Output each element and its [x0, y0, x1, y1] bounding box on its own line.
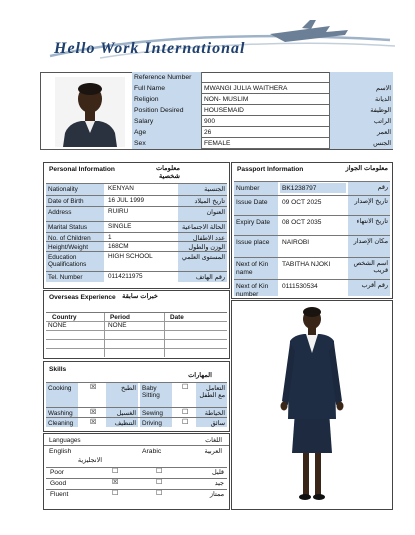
personal-info-row — [46, 251, 227, 271]
skill-label-ar: الخياطة — [196, 408, 227, 417]
skill-checkbox[interactable]: ☒ — [90, 409, 97, 416]
overseas-period-value: NONE — [108, 322, 127, 329]
passport-label: Expiry Date — [234, 216, 278, 235]
skills-table — [46, 382, 227, 429]
summary-value: 26 — [202, 127, 330, 138]
personal-info-title-ar: معلومات شخصية — [155, 165, 180, 180]
overseas-col-period: Period — [110, 314, 130, 321]
overseas-title-ar: خبرات سابقة — [122, 293, 158, 300]
passport-label: Issue Date — [234, 196, 278, 215]
skills-title-ar: المهارات — [188, 372, 212, 379]
passport-label-ar: مكان الإصدار — [348, 236, 390, 257]
personal-label-ar: رقم الهاتف — [178, 272, 227, 282]
skills-title: Skills — [49, 366, 67, 373]
languages-table — [46, 467, 227, 507]
summary-value: MWANGI JULIA WAITHERA — [202, 83, 330, 94]
personal-label-ar: الوزن والطول — [178, 242, 227, 251]
overseas-title: Overseas Experience — [49, 294, 116, 301]
personal-label: Tel. Number — [46, 272, 104, 282]
passport-value: TABITHA NJOKI — [282, 261, 331, 268]
lang-arabic-header: Arabic — [142, 448, 162, 455]
personal-label: Address — [46, 207, 104, 221]
passport-label-ar: اسم الشخص قريب — [348, 258, 390, 279]
summary-label: Religion — [132, 94, 202, 105]
summary-label: Sex — [132, 138, 202, 149]
english-checkbox[interactable]: ☒ — [112, 479, 119, 486]
skill-label: Washing — [46, 408, 78, 417]
passport-info-table — [234, 181, 390, 296]
passport-info-row — [234, 257, 390, 279]
lang-english-header: English — [49, 448, 72, 455]
passport-info-row — [234, 279, 390, 296]
personal-info-title: Personal Information — [49, 166, 115, 173]
summary-value: FEMALE — [202, 138, 330, 149]
passport-value: BK1238797 — [280, 183, 346, 193]
skill-label-ar: الطبخ — [106, 383, 138, 407]
language-row — [46, 478, 227, 489]
summary-row — [132, 94, 393, 105]
passport-label-ar: تاريخ الإصدار — [348, 196, 390, 215]
personal-label: Height/Weight — [46, 242, 104, 251]
overseas-col-date: Date — [170, 314, 184, 321]
summary-row — [132, 116, 393, 127]
personal-value: SINGLE — [108, 223, 132, 230]
lang-arabic-header-ar: العربية — [204, 448, 222, 455]
personal-value: 168CM — [108, 243, 129, 250]
personal-value: 1 — [108, 234, 112, 241]
summary-label-ar: الوظيفة — [330, 105, 393, 116]
personal-label: Date of Birth — [46, 196, 104, 206]
personal-label: Education Qualifications — [46, 252, 104, 271]
personal-value: 0114211975 — [108, 273, 143, 280]
summary-table — [132, 72, 393, 150]
personal-label-ar: تاريخ الميلاد — [178, 196, 227, 206]
profile-photo — [55, 77, 125, 147]
full-body-photo-frame — [231, 300, 393, 510]
passport-info-row — [234, 181, 390, 195]
skill-label-ar: التنظيف — [106, 418, 138, 427]
skill-label: Cleaning — [46, 418, 78, 427]
summary-value: NON- MUSLIM — [202, 94, 330, 105]
languages-section — [43, 433, 230, 510]
passport-value: NAIROBI — [282, 239, 310, 246]
passport-info-row — [234, 235, 390, 257]
skill-checkbox[interactable]: ☒ — [90, 384, 97, 391]
passport-value: 08 OCT 2035 — [282, 219, 322, 226]
english-checkbox[interactable]: ☐ — [112, 490, 119, 497]
skills-row — [46, 407, 227, 417]
language-level-label-ar: ممتاز — [209, 491, 224, 498]
summary-label-ar: العمر — [330, 127, 393, 138]
lang-english-header-ar: الانجليزية — [77, 457, 102, 464]
passport-label: Next of Kin name — [234, 258, 278, 279]
passport-info-title: Passport Information — [237, 166, 304, 173]
passport-label: Issue place — [234, 236, 278, 257]
personal-label-ar: المستوى العلمي — [178, 252, 227, 271]
personal-value: 16 JUL 1999 — [108, 197, 145, 204]
summary-label: Full Name — [132, 83, 202, 94]
personal-label-ar: الحالة الاجتماعية — [178, 222, 227, 232]
personal-info-row — [46, 271, 227, 282]
skills-row — [46, 382, 227, 407]
summary-label-ar: الاسم — [330, 83, 393, 94]
passport-label-ar: رقم أقرب — [348, 280, 390, 296]
language-row — [46, 489, 227, 500]
skill-checkbox[interactable]: ☐ — [182, 409, 189, 416]
summary-label-ar — [330, 72, 393, 83]
skill-label-ar: التعامل مع الطفل — [196, 383, 227, 407]
passport-value: 09 OCT 2025 — [282, 199, 322, 206]
language-level-label-ar: جيد — [214, 480, 224, 487]
overseas-experience-section — [43, 290, 230, 359]
personal-label: No. of Children — [46, 233, 104, 241]
summary-value: HOUSEMAID — [202, 105, 330, 116]
personal-info-row — [46, 206, 227, 221]
personal-label: Marital Status — [46, 222, 104, 232]
language-level-label: Poor — [50, 469, 64, 476]
arabic-checkbox[interactable]: ☐ — [156, 490, 163, 497]
personal-label-ar: الجنسية — [178, 184, 227, 195]
summary-row — [132, 138, 393, 149]
passport-info-row — [234, 195, 390, 215]
passport-info-title-ar: معلومات الجواز — [345, 165, 388, 172]
passport-label-ar: رقم — [348, 182, 390, 195]
skill-label-ar: الغسيل — [106, 408, 138, 417]
overseas-country-value: NONE — [48, 322, 67, 329]
summary-label-ar: الديانة — [330, 94, 393, 105]
personal-value: RUIRU — [108, 208, 129, 215]
summary-row — [132, 72, 393, 83]
languages-title-ar: اللغات — [205, 437, 222, 444]
company-logo — [40, 18, 400, 70]
language-level-label-ar: قليل — [212, 469, 224, 476]
language-level-label: Fluent — [50, 491, 69, 498]
overseas-table — [46, 312, 227, 357]
passport-value: 0111530534 — [282, 283, 318, 290]
summary-row — [132, 105, 393, 116]
passport-label: Next of Kin number — [234, 280, 278, 296]
english-checkbox[interactable]: ☐ — [112, 468, 119, 475]
arabic-checkbox[interactable]: ☐ — [156, 479, 163, 486]
personal-label: Nationality — [46, 184, 104, 195]
skill-label: Driving — [140, 418, 172, 427]
skill-label: Baby Sitting — [140, 383, 172, 407]
language-level-label: Good — [50, 480, 67, 487]
skill-checkbox[interactable]: ☒ — [90, 419, 97, 426]
personal-info-row — [46, 195, 227, 206]
skill-label: Cooking — [46, 383, 78, 407]
skill-label: Sewing — [140, 408, 172, 417]
summary-row — [132, 127, 393, 138]
personal-info-row — [46, 232, 227, 241]
passport-label: Number — [234, 182, 278, 195]
summary-label-ar: الراتب — [330, 116, 393, 127]
personal-value: HIGH SCHOOL — [108, 253, 153, 260]
skill-checkbox[interactable]: ☐ — [182, 384, 189, 391]
summary-label: Salary — [132, 116, 202, 127]
personal-info-row — [46, 221, 227, 232]
personal-label-ar: العنوان — [178, 207, 227, 221]
personal-info-row — [46, 183, 227, 195]
languages-title: Languages — [49, 437, 81, 444]
personal-info-table — [46, 183, 227, 286]
summary-label: Reference Number — [132, 72, 202, 83]
summary-value: 900 — [202, 116, 330, 127]
language-row — [46, 467, 227, 478]
skill-checkbox[interactable]: ☐ — [182, 419, 189, 426]
overseas-col-country: Country — [52, 314, 77, 321]
personal-info-row — [46, 241, 227, 251]
skills-section — [43, 361, 230, 432]
summary-row — [132, 83, 393, 94]
passport-label-ar: تاريخ الانتهاء — [348, 216, 390, 235]
skill-label-ar: سائق — [196, 418, 227, 427]
summary-label: Position Desired — [132, 105, 202, 116]
summary-value — [202, 72, 330, 83]
personal-info-section — [43, 162, 230, 289]
skills-row — [46, 417, 227, 427]
passport-info-row — [234, 215, 390, 235]
summary-label: Age — [132, 127, 202, 138]
arabic-checkbox[interactable]: ☐ — [156, 468, 163, 475]
personal-value: KENYAN — [108, 185, 134, 192]
summary-label-ar: الجنس — [330, 138, 393, 149]
logo-text: Hello Work International — [54, 40, 246, 57]
personal-label-ar: عدد الاطفال — [178, 233, 227, 241]
full-body-photo — [232, 301, 392, 509]
passport-info-section — [231, 162, 393, 299]
